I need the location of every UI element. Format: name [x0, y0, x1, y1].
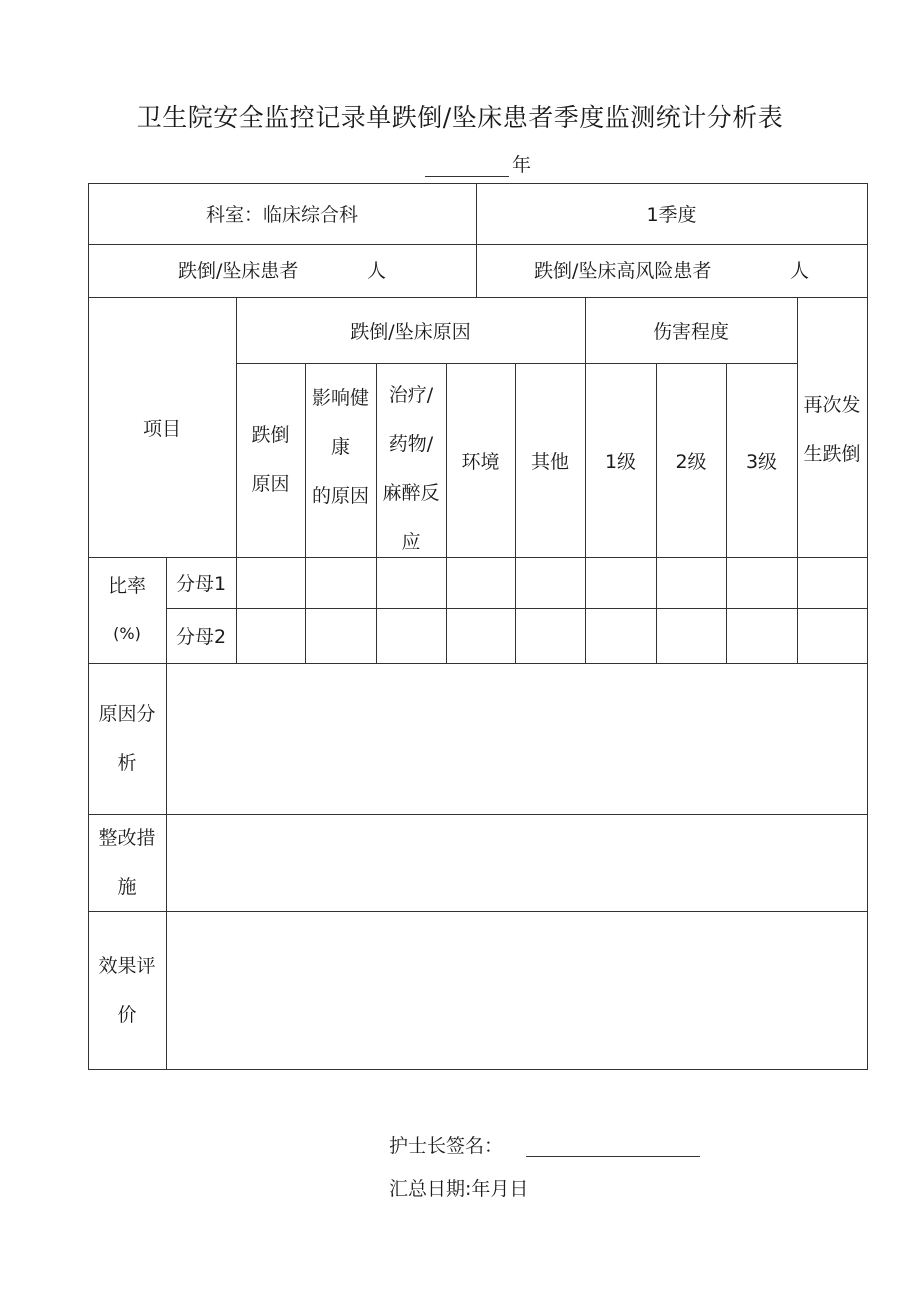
denominator-1-label: 分母1 [175, 573, 227, 595]
environment-header: 环境 [461, 450, 500, 473]
health-cause-header: 影响健 康 的原因 [311, 387, 369, 507]
signature-blank[interactable] [526, 1156, 700, 1157]
summary-date-label: 汇总日期:年月日 [389, 1178, 529, 1200]
effect-evaluation-field[interactable] [167, 912, 867, 1069]
cause-analysis-field[interactable] [167, 664, 867, 814]
rectification-field[interactable] [167, 815, 867, 911]
level-2-header: 2级 [675, 450, 707, 473]
year-label: 年 [512, 154, 532, 176]
item-header: 项目 [142, 417, 181, 440]
injury-group-header: 伤害程度 [652, 320, 729, 343]
quarter-label: 1季度 [646, 204, 697, 226]
fall-patients-unit: 人 [367, 260, 387, 282]
high-risk-patients-label: 跌倒/坠床高风险患者 [534, 260, 712, 282]
high-risk-patients-unit: 人 [790, 260, 810, 282]
other-cause-header: 其他 [530, 450, 569, 473]
signature-label: 护士长签名： [389, 1135, 504, 1157]
treatment-cause-header: 治疗/ 药物/ 麻醉反 应 [382, 384, 440, 553]
year-blank[interactable] [425, 176, 509, 177]
recurrence-header: 再次发 生跌倒 [803, 394, 861, 465]
effect-evaluation-label: 效果评 价 [98, 955, 156, 1026]
cause-analysis-label: 原因分 析 [98, 703, 156, 774]
fall-patients-label: 跌倒/坠床患者 [178, 260, 299, 282]
ratio-label: 比率 (%) [107, 575, 146, 643]
fall-cause-header: 跌倒 原因 [251, 424, 290, 495]
level-3-header: 3级 [745, 450, 778, 473]
page-title: 卫生院安全监控记录单跌倒/坠床患者季度监测统计分析表 [136, 103, 784, 132]
cause-group-header: 跌倒/坠床原因 [350, 320, 471, 343]
level-1-header: 1级 [604, 450, 637, 473]
rectification-label: 整改措 施 [98, 827, 156, 898]
department-label: 科室：临床综合科 [205, 204, 358, 226]
denominator-2-label: 分母2 [175, 626, 227, 648]
